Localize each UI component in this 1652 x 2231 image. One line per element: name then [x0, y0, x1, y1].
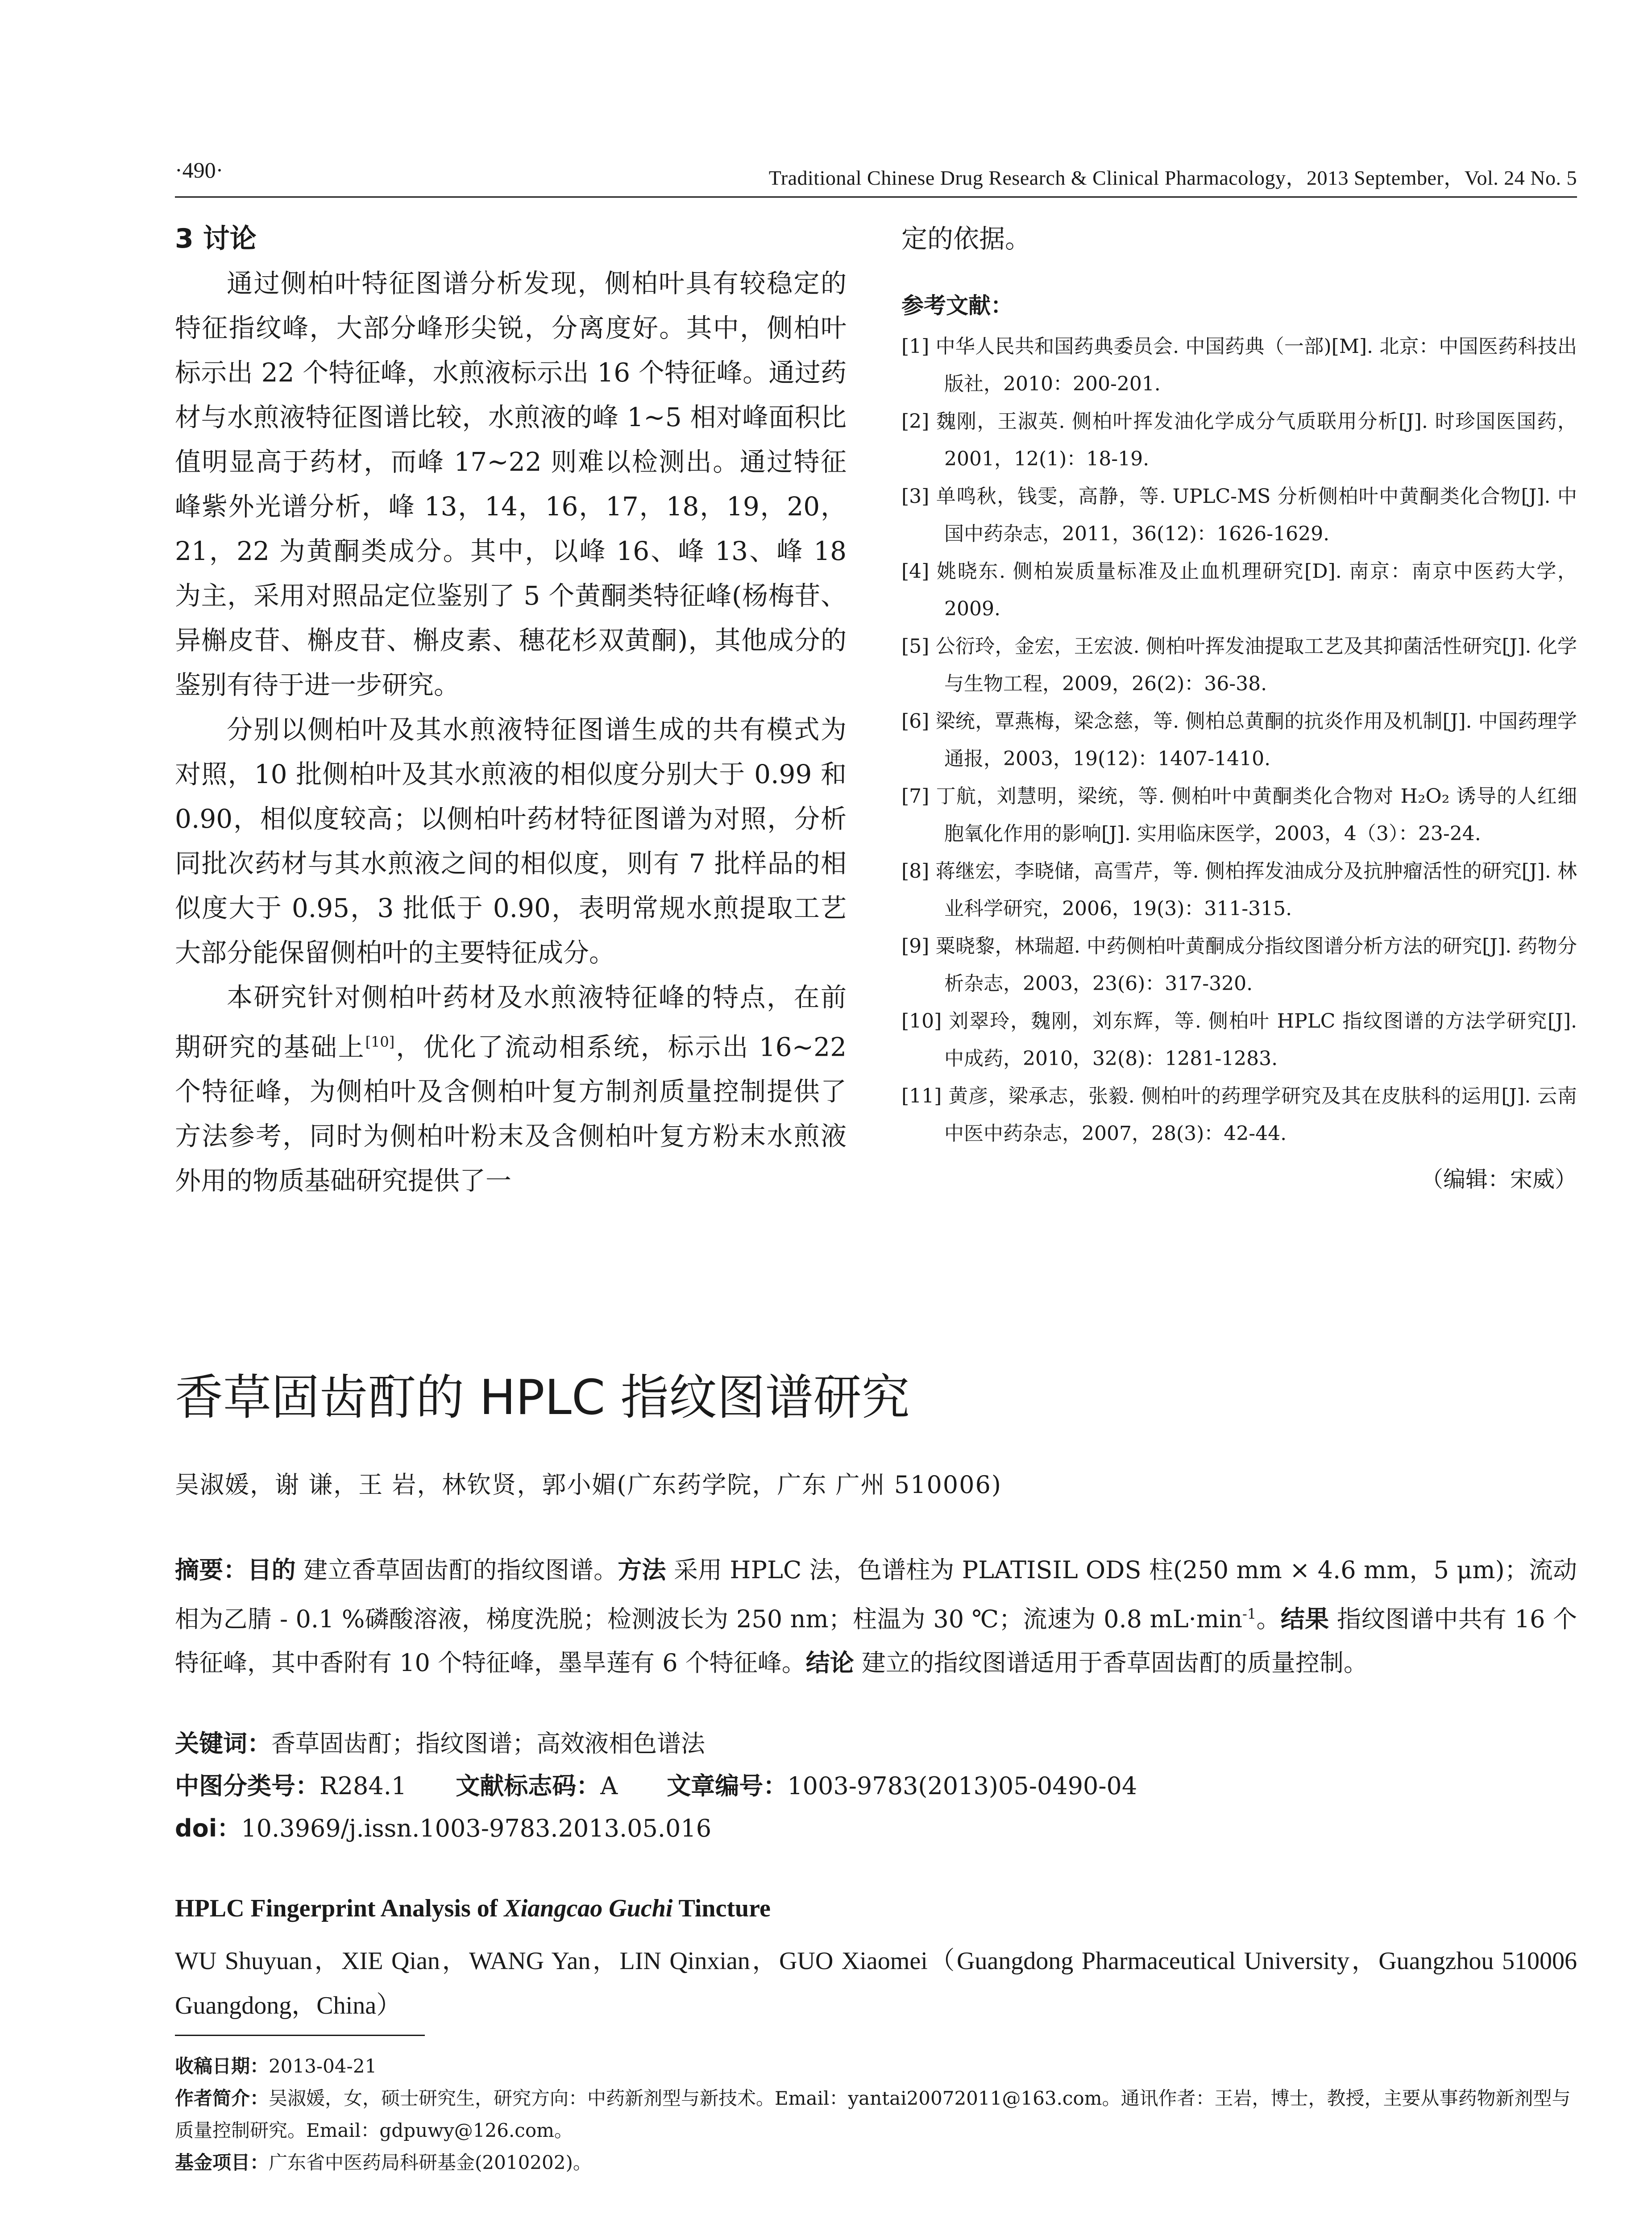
result-label: 结果 [1280, 1605, 1329, 1633]
reference-item: [6] 梁统，覃燕梅，梁念慈，等. 侧柏总黄酮的抗炎作用及机制[J]. 中国药理学通报，2003，19(12)：1407-1410. [901, 710, 1577, 770]
discussion-paragraph-3-continued: 定的依据。 [901, 224, 1031, 254]
funding-text: 广东省中医药局科研基金(2010202)。 [269, 2152, 592, 2173]
discussion-p3-text-b: ，优化了流动相系统，标示出 16~22 个特征峰，为侧柏叶及含侧柏叶复方制剂质量控制提供了方法参考，同时为侧柏叶粉末及含侧柏叶复方粉末水煎液外用的物质基础研究提供了一 [175, 1032, 847, 1196]
author-bio-label: 作者简介： [175, 2087, 269, 2109]
doi-line [175, 1809, 711, 1844]
reference-item: [5] 公衍玲，金宏，王宏波. 侧柏叶挥发油提取工艺及其抑菌活性研究[J]. 化学与生物工程，2009，26(2)：36-38. [901, 635, 1577, 695]
english-title-b: Tincture [672, 1895, 771, 1922]
conclusion-label: 结论 [805, 1649, 854, 1677]
objective-text: 建立香草固齿酊的指纹图谱。 [295, 1556, 618, 1584]
discussion-paragraph-2: 分别以侧柏叶及其水煎液特征图谱生成的共有模式为对照，10 批侧柏叶及其水煎液的相似度分别大于 0.99 和 0.90，相似度较高；以侧柏叶药材特征图谱为对照，分析同批次药材与其水煎液之间的相似度，则有 7 批样品的相似度大于 0.95，3 批低于 0.90，表明常规水煎提取工艺大部分能保留侧柏叶的主要特征成分。 [175, 714, 847, 968]
doc-code-value: A [600, 1772, 618, 1800]
reference-item: [10] 刘翠玲，魏刚，刘东辉，等. 侧柏叶 HPLC 指纹图谱的方法学研究[J]. 中成药，2010，32(8)：1281-1283. [901, 1010, 1577, 1070]
footnote-received [175, 2050, 1577, 2082]
article-id-value: 1003-9783(2013)05-0490-04 [787, 1772, 1137, 1800]
doc-code-label: 文献标志码： [456, 1772, 601, 1800]
right-column [901, 216, 1577, 1202]
discussion-paragraph-3 [175, 975, 847, 1203]
reference-item: [4] 姚晓东. 侧柏炭质量标准及止血机理研究[D]. 南京：南京中医药大学，2009. [901, 560, 1577, 620]
footnote-author-bio [175, 2082, 1577, 2147]
footnote-rule [175, 2035, 425, 2036]
editor-note: （编辑：宋威） [1421, 1166, 1577, 1192]
keywords-value: 香草固齿酊；指纹图谱；高效液相色谱法 [271, 1729, 705, 1758]
reference-item: [9] 粟晓黎，林瑞超. 中药侧柏叶黄酮成分指纹图谱分析方法的研究[J]. 药物分析杂志，2003，23(6)：317-320. [901, 935, 1577, 995]
reference-item: [8] 蒋继宏，李晓储，高雪芹，等. 侧柏挥发油成分及抗肿瘤活性的研究[J]. 林业科学研究，2006，19(3)：311-315. [901, 860, 1577, 920]
method-label: 方法 [618, 1556, 666, 1584]
reference-list [901, 328, 1577, 1153]
journal-running-header: Traditional Chinese Drug Research & Clinical Pharmacology，2013 September，Vol. 24 No. 5 [768, 166, 1577, 189]
objective-label: 目的 [247, 1556, 296, 1584]
header-rule [175, 196, 1577, 198]
english-authors: WU Shuyuan，XIE Qian，WANG Yan，LIN Qinxian，GUO Xiaomei（Guangdong Pharmaceutical University，Guangzhou 510006 Guangdong，China） [175, 1947, 1577, 2020]
citation-superscript: [10] [365, 1033, 395, 1050]
reference-item: [7] 丁航，刘慧明，梁统，等. 侧柏叶中黄酮类化合物对 H₂O₂ 诱导的人红细胞氧化作用的影响[J]. 实用临床医学，2003，4（3）：23-24. [901, 785, 1577, 845]
author-bio-text: 吴淑媛，女，硕士研究生，研究方向：中药新剂型与新技术。Email：yantai20072011@163.com。通讯作者：王岩，博士，教授，主要从事药物新剂型与质量控制研究。Email：gdpuwy@126.com。 [175, 2087, 1571, 2141]
reference-item: [1] 中华人民共和国药典委员会. 中国药典（一部)[M]. 北京：中国医药科技出版社，2010：200-201. [901, 335, 1577, 395]
references-heading: 参考文献： [901, 293, 1013, 319]
discussion-p3-text-a: 本研究针对侧柏叶药材及水煎液特征峰的特点，在前期研究的基础上 [175, 982, 847, 1062]
article-id-label: 文章编号： [667, 1772, 788, 1800]
page-number: ·490· [175, 158, 224, 182]
classification-line [175, 1767, 1137, 1801]
keywords [175, 1725, 705, 1759]
doi-value[interactable]: 10.3969/j.issn.1003-9783.2013.05.016 [241, 1814, 712, 1842]
abstract-label: 摘要： [175, 1556, 248, 1584]
article-title: 香草固齿酊的 HPLC 指纹图谱研究 [175, 1370, 910, 1426]
result-text: 指纹图谱中共有 16 个特征峰，其中香附有 10 个特征峰，墨旱莲有 6 个特征峰。 [175, 1605, 1577, 1677]
article-authors: 吴淑媛，谢 谦，王 岩，林钦贤，郭小媚(广东药学院，广东 广州 510006) [175, 1471, 1002, 1499]
english-title [175, 1894, 771, 1923]
section-heading: 3 讨论 [175, 223, 257, 254]
abstract [175, 1548, 1577, 1685]
discussion-section [175, 216, 847, 1203]
keywords-label: 关键词： [175, 1729, 271, 1758]
received-date: 2013-04-21 [269, 2055, 377, 2077]
english-title-a: HPLC Fingerprint Analysis of [175, 1895, 504, 1922]
doi-label: doi： [175, 1814, 241, 1842]
method-text: 采用 HPLC 法，色谱柱为 PLATISIL ODS 柱(250 mm × 4.6 mm，5 μm)；流动相为乙腈 - 0.1 %磷酸溶液，梯度洗脱；检测波长为 250 nm；柱温为 30 ℃；流速为 0.8 mL·min [175, 1556, 1577, 1633]
clc-value: R284.1 [320, 1772, 407, 1800]
funding-label: 基金项目： [175, 2152, 269, 2173]
reference-item: [11] 黄彦，梁承志，张毅. 侧柏叶的药理学研究及其在皮肤科的运用[J]. 云南中医中药杂志，2007，28(3)：42-44. [901, 1085, 1577, 1145]
clc-label: 中图分类号： [175, 1772, 320, 1800]
discussion-paragraph-1: 通过侧柏叶特征图谱分析发现，侧柏叶具有较稳定的特征指纹峰，大部分峰形尖锐，分离度好。其中，侧柏叶标示出 22 个特征峰，水煎液标示出 16 个特征峰。通过药材与水煎液特征图谱比较，水煎液的峰 1~5 相对峰面积比值明显高于药材，而峰 17~22 则难以检测出。通过特征峰紫外光谱分析，峰 13，14，16，17，18，19，20，21，22 为黄酮类成分。其中，以峰 16、峰 13、峰 18 为主，采用对照品定位鉴别了 5 个黄酮类特征峰(杨梅苷、异槲皮苷、槲皮苷、槲皮素、穗花杉双黄酮)，其他成分的鉴别有待于进一步研究。 [175, 268, 847, 700]
footnote-funding [175, 2147, 1577, 2179]
unit-superscript: -1 [1242, 1605, 1257, 1622]
method-text-end: 。 [1256, 1605, 1281, 1633]
received-label: 收稿日期： [175, 2055, 269, 2077]
conclusion-text: 建立的指纹图谱适用于香草固齿酊的质量控制。 [854, 1649, 1368, 1677]
reference-item: [3] 单鸣秋，钱雯，高静，等. UPLC-MS 分析侧柏叶中黄酮类化合物[J]. 中国中药杂志，2011，36(12)：1626-1629. [901, 485, 1577, 545]
reference-item: [2] 魏刚，王淑英. 侧柏叶挥发油化学成分气质联用分析[J]. 时珍国医国药，2001，12(1)：18-19. [901, 410, 1577, 470]
english-title-italic: Xiangcao Guchi [504, 1895, 673, 1922]
